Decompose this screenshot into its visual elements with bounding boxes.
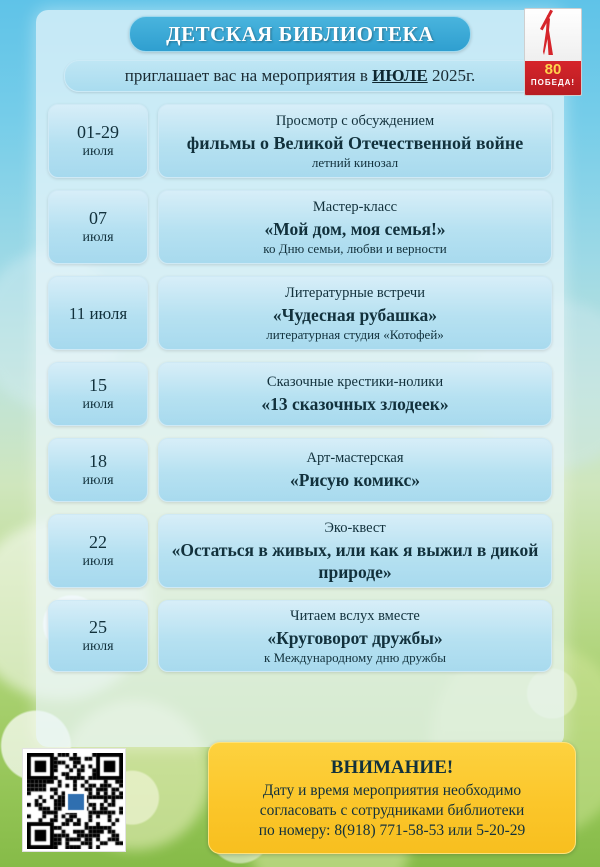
event-date-day: 11 июля <box>68 303 128 323</box>
list-item <box>48 104 552 178</box>
subtitle-suffix: 2025г. <box>427 66 476 85</box>
list-item <box>48 276 552 350</box>
event-kind: Литературные встречи <box>285 284 425 301</box>
page-title-text: ДЕТСКАЯ БИБЛИОТЕКА <box>166 21 434 46</box>
attention-line-2: согласовать с сотрудниками библиотеки <box>259 801 525 819</box>
event-name: фильмы о Великой Отечественной войне <box>186 132 524 153</box>
list-item <box>48 438 552 502</box>
event-date <box>48 276 148 350</box>
event-kind: Просмотр с обсуждением <box>275 112 435 129</box>
event-name: «Круговорот дружбы» <box>267 627 443 648</box>
event-date-month: июля <box>82 554 114 569</box>
event-note: летний кинозал <box>311 154 399 170</box>
page-subtitle <box>64 60 536 92</box>
event-date <box>48 362 148 426</box>
attention-line-1: Дату и время мероприятия необходимо <box>262 781 522 799</box>
qr-code-canvas <box>27 753 123 849</box>
event-kind: Сказочные крестики-нолики <box>266 373 444 390</box>
event-note: литературная студия «Котофей» <box>266 326 444 342</box>
list-item <box>48 362 552 426</box>
event-date-month: июля <box>82 473 114 488</box>
event-kind: Арт-мастерская <box>306 449 404 466</box>
list-item <box>48 600 552 672</box>
list-item <box>48 190 552 264</box>
event-name: «Остаться в живых, или как я выжил в дикой природе» <box>171 539 539 582</box>
emblem-label: ПОБЕДА! <box>530 78 576 87</box>
attention-line-3: по номеру: 8(918) 771-58-53 или 5-20-29 <box>258 821 526 839</box>
event-info <box>158 104 552 178</box>
event-info <box>158 190 552 264</box>
event-info <box>158 276 552 350</box>
event-note: к Международному дню дружбы <box>264 649 446 665</box>
attention-title: ВНИМАНИЕ! <box>330 756 454 778</box>
event-name: «Рисую комикс» <box>290 469 420 490</box>
event-date-month: июля <box>82 144 114 159</box>
page-subtitle-text <box>125 66 476 86</box>
emblem-years: 80 <box>544 61 562 78</box>
event-info <box>158 362 552 426</box>
event-date-day: 01-29 <box>77 122 119 142</box>
event-info <box>158 514 552 588</box>
emblem-footer <box>525 61 581 95</box>
event-name: «13 сказочных злодеек» <box>261 393 449 414</box>
event-date-month: июля <box>82 639 114 654</box>
event-date-day: 07 <box>89 208 107 228</box>
list-item <box>48 514 552 588</box>
event-name: «Чудесная рубашка» <box>272 304 438 325</box>
event-info <box>158 600 552 672</box>
victory-emblem <box>524 8 582 96</box>
event-kind: Эко-квест <box>324 519 386 536</box>
emblem-ribbon <box>525 9 581 61</box>
event-date-month: июля <box>82 230 114 245</box>
event-name: «Мой дом, моя семья!» <box>264 218 446 239</box>
poster-header <box>36 16 564 92</box>
event-note: ко Дню семьи, любви и верности <box>263 240 447 256</box>
event-kind: Читаем вслух вместе <box>290 607 420 624</box>
qr-code-icon[interactable] <box>22 748 126 852</box>
subtitle-month: ИЮЛЕ <box>372 66 428 85</box>
event-date <box>48 514 148 588</box>
event-date-day: 22 <box>89 532 107 552</box>
page-title <box>129 16 471 52</box>
events-list <box>48 104 552 684</box>
attention-box <box>208 742 576 854</box>
event-date <box>48 104 148 178</box>
event-date <box>48 438 148 502</box>
event-date-month: июля <box>82 397 114 412</box>
subtitle-prefix: приглашает вас на мероприятия в <box>124 66 373 85</box>
event-date <box>48 190 148 264</box>
event-kind: Мастер-класс <box>312 198 398 215</box>
event-date-day: 15 <box>89 375 107 395</box>
event-date-day: 25 <box>89 617 107 637</box>
event-date <box>48 600 148 672</box>
event-date-day: 18 <box>89 451 107 471</box>
event-info <box>158 438 552 502</box>
